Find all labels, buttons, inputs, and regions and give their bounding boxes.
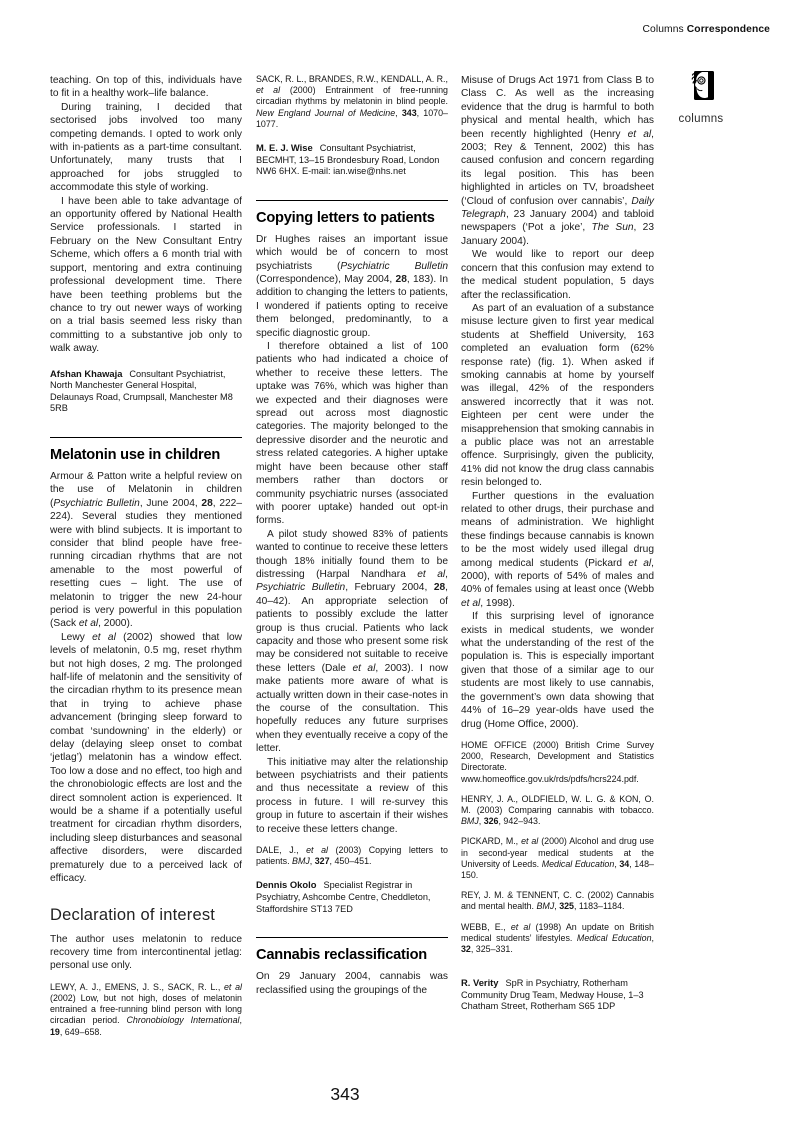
paragraph: Further questions in the evaluation related to other drugs, their purchase and means of administration. We highlight these findings because cannabis is known to be the most widely used illegal drug among medical students (Pickard et al, 2000), with reports of 54% of males and 40% of females using at least once (Webb et al, 1998).: [461, 490, 654, 609]
author-name: M. E. J. Wise: [256, 142, 313, 154]
column-2: [256, 74, 448, 997]
reference: HENRY, J. A., OLDFIELD, W. L. G. & KON, O. M. (2003) Comparing cannabis with tobacco. BMJ, 326, 942–943.: [461, 793, 654, 827]
reference: HOME OFFICE (2000) British Crime Survey 2000, Research, Development and Statistics Directorate. www.homeoffice.gov.uk/rds/pdfs/hcrs224.pdf.: [461, 739, 654, 784]
signature: Dennis Okolo Specialist Registrar in Psychiatry, Ashcombe Centre, Cheddleton, Staffordshire ST13 7ED: [256, 879, 431, 914]
column-3: [461, 74, 654, 1013]
running-header-section: Columns: [642, 24, 684, 35]
reference: LEWY, A. J., EMENS, J. S., SACK, R. L., et al (2002) Low, but not high, doses of melatonin entrained a free-running blind person with long circadian period. Chronobiology International, 19, 649–658.: [50, 981, 242, 1037]
subsection-heading: Declaration of interest: [50, 905, 216, 924]
paragraph: On 29 January 2004, cannabis was reclassified using the groupings of the: [256, 971, 448, 996]
section-heading: Cannabis reclassification: [256, 947, 428, 964]
column-1: [50, 74, 242, 1038]
paragraph: As part of an evaluation of a substance misuse lecture given to first year medical students at Sheffield University, 163 completed an evaluation form (62% response rate) (fig. 1). When asked if smoking cannabis at home by yourself was illegal, 42% of the responders answered incorrectly that it was not. Eighteen per cent were under the misapprehension that smoking cannabis in a public place was not an arrestable offence. Surprisingly, given the publicity, 41% did not know the drug class cannabis resin belonged to.: [461, 302, 654, 489]
section-divider: [256, 937, 448, 938]
reference: DALE, J., et al (2003) Copying letters to patients. BMJ, 327, 450–451.: [256, 845, 448, 867]
paragraph: We would like to report our deep concern that this confusion may extend to the medical student population, 5 days after the reclassification.: [461, 249, 654, 301]
signature: R. Verity SpR in Psychiatry, Rotherham Community Drug Team, Medway House, 1–3 Chatham Street, Rotherham S65 1DP: [461, 977, 644, 1012]
paragraph: Misuse of Drugs Act 1971 from Class B to Class C. As well as the increasing evidence that the drug is harmful to both physical and mental health, which has been recently highlighted (Henry et al, 2003; Rey & Tennent, 2002) this has caused confusion and concern regarding its legal position. This has been highlighted in articles on TV, broadsheet (‘Cloud of confusion over cannabis’, Daily Telegraph, 23 January 2004) and tabloid newspapers (‘Pot a joke’, The Sun, 23 January 2004).: [461, 75, 654, 247]
section-heading: Melatonin use in children: [50, 446, 221, 463]
reference: WEBB, E., et al (1998) An update on British medical students’ lifestyles. Medical Education, 32, 325–331.: [461, 921, 654, 954]
running-header: [642, 24, 770, 35]
paragraph: I therefore obtained a list of 100 patients who had indicated a choice of whether to receive these letters. The uptake was 76%, which was higher than we expected and their diagnoses were spread out across most diagnostic categories. The majority belonged to the depressive disorder and the neurotic and stress related categories. A higher uptake might have been because other staff members rather than doctors or community psychiatric nurses (associated with poorer uptake) handed out opt-in forms.: [256, 341, 448, 527]
paragraph: Dr Hughes raises an important issue which would be of concern to most psychiatrists (Psychiatric Bulletin (Correspondence), May 2004, 28, 183). In addition to changing the letters to patients, I wondered if patients opting to receive them belonged, predominantly, to a specific diagnostic group.: [256, 233, 448, 339]
paragraph: During training, I decided that sectorised jobs involved too many competing demands. I opted to work only with in-patients as a part-time consultant. Unfortunately, many trusts that I approached for jobs struggled to accommodate this style of working.: [50, 101, 242, 194]
paragraph: teaching. On top of this, individuals have to fit in a healthy work–life balance.: [50, 75, 242, 100]
paragraph: Armour & Patton write a helpful review on the use of Melatonin in children (Psychiatric Bulletin, June 2004, 28, 222–224). Several studies they mentioned were with blind subjects. It is important to consider that blind people have free-running circadian rhythms that are not amenable to the most powerful of resetting cues – light. The use of melatonin to trigger the new 24-hour period is very powerful in this population (Sack et al, 2000).: [50, 470, 242, 630]
paragraph: I have been able to take advantage of an opportunity offered by National Health Service professionals. I started in February on the New Consultant Entry Scheme, which offers a 6 month trial with support, mentoring and extra continuing professional development time. There have been teething problems but the chance to try out newer ways of working on a trial basis seemed less risky than committing to a substantive job only to walk away.: [50, 195, 242, 355]
paragraph: If this surprising level of ignorance exists in medical students, we wonder what the understanding of the rest of the population is. This is especially important given that those of a similar age to our students are most likely to use cannabis, the government’s own data showing that 44% of 16–29 year-olds have used the drug (Home Office, 2000).: [461, 611, 654, 730]
columns-brand-label: columns: [678, 113, 724, 125]
paragraph: This initiative may alter the relationship between psychiatrists and their patients and thus necessitate a review of this process in future. I will re-survey this group in future to ascertain if their wishes to receive these letters change.: [256, 756, 448, 835]
author-name: Afshan Khawaja: [50, 367, 123, 379]
reference: SACK, R. L., BRANDES, R.W., KENDALL, A. R., et al (2000) Entrainment of free-running circadian rhythms by melatonin in blind people. New England Journal of Medicine, 343, 1070–1077.: [256, 74, 448, 129]
author-name: Dennis Okolo: [256, 879, 317, 891]
reference: PICKARD, M., et al (2000) Alcohol and drug use in second-year medical students at the University of Leeds. Medical Education, 34, 148–150.: [461, 836, 654, 880]
author-name: R. Verity: [461, 977, 499, 989]
paragraph: Lewy et al (2002) showed that low levels of melatonin, 0.5 mg, reset rhythm but not high doses, 2 mg. The prolonged half-life of melatonin and the sensitivity of the circadian rhythm to its presence mean that in trying to achieve phase advancement (bringing sleep forward to combat ‘sundowning’ in the elderly) or delay (delaying sleep onset to combat ‘jetlag’) melatonin has a window effect. Too low a dose and no effect, too high and the chronobiologic effects are lost and the direct somnolent action is experienced. It would be a shame if a potentially useful treatment for circadian rhythm disorders, including sleep disturbances and seasonal affective disorders, were discarded prematurely due to a perceived lack of efficacy.: [50, 631, 242, 885]
reference: REY, J. M. & TENNENT, C. C. (2002) Cannabis and mental health. BMJ, 325, 1183–1184.: [461, 890, 654, 912]
page-number: 343: [330, 1084, 360, 1104]
running-header-title: Correspondence: [686, 24, 770, 35]
section-divider: [50, 437, 242, 438]
signature: Afshan Khawaja Consultant Psychiatrist, North Manchester General Hospital, Delaunays Road, Crumpsall, Manchester M8 5RB: [50, 367, 233, 414]
paragraph: The author uses melatonin to reduce recovery time from intercontinental jetlag: personal use only.: [50, 933, 242, 972]
paragraph: A pilot study showed 83% of patients wanted to continue to receive these letters though 18% initially found them to be distressing (Harpal Nandhara et al, Psychiatric Bulletin, February 2004, 28, 40–42). An appropriate selection of patients to possibly exclude the latter group is thus crucial. Patients who lack capacity and those who present some risk may be considered not suitable to receive these letters (Dale et al, 2003). I now make patients more aware of what is actually written down in their case-notes in the course of the consultation. This hopefully reduces any future surprises when they eventually receive a copy of the letter.: [256, 528, 448, 755]
columns-brand: [668, 70, 734, 125]
signature: M. E. J. Wise Consultant Psychiatrist, BECMHT, 13–15 Brondesbury Road, London NW6 6HX. E-mail: ian.wise@nhs.net: [256, 142, 440, 177]
section-divider: [256, 200, 448, 201]
columns-head-icon: [688, 89, 715, 106]
section-heading: Copying letters to patients: [256, 209, 435, 226]
